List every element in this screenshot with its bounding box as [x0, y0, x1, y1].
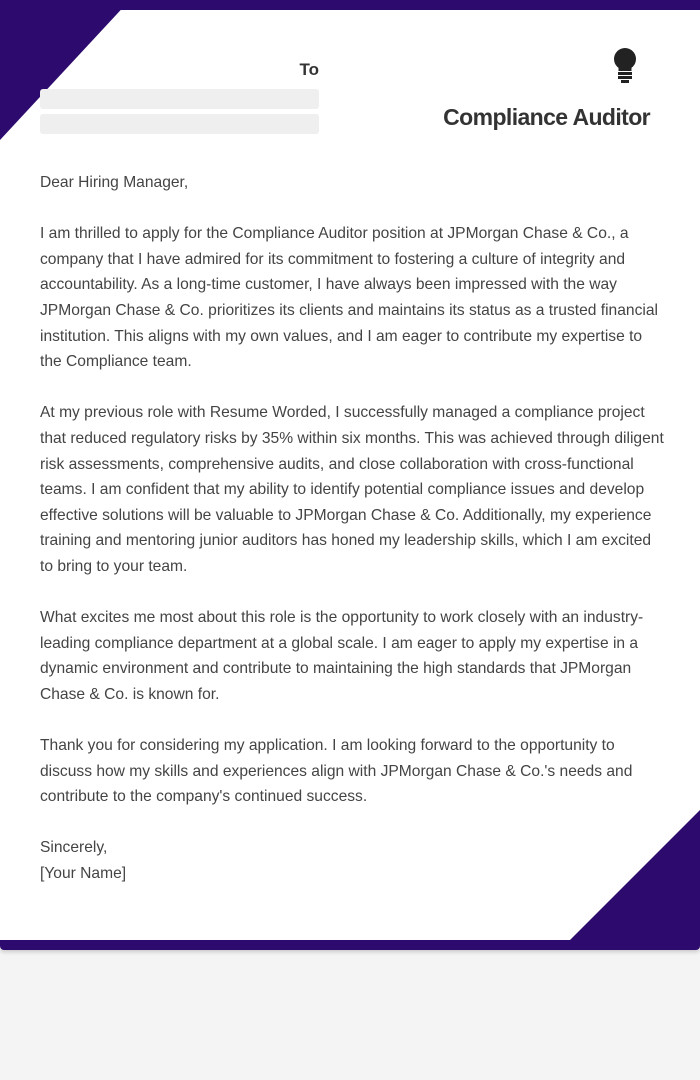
closing: Sincerely, — [40, 839, 108, 857]
job-title: Compliance Auditor — [443, 104, 650, 130]
paragraph-1: I am thrilled to apply for the Compliance Auditor position at JPMorgan Chase & Co., a company that I have admired for its commitment to fostering a culture of integrity and accountability. As a long-time customer, I have always been impressed with the way JPMorgan Chase & Co. prioritizes its clients and maintains its status as a trusted financial institution. This aligns with my own values, and I am eager to contribute my expertise to the Compliance team. — [40, 225, 658, 371]
recipient-label: To — [299, 60, 319, 79]
letter-body — [40, 170, 664, 887]
signature: [Your Name] — [40, 865, 127, 883]
paragraph-4: Thank you for considering my application. I am looking forward to the opportunity to discuss how my skills and experiences align with JPMorgan Chase & Co.'s needs and contribute to the company's continued success. — [40, 737, 633, 806]
bottom-accent-bar — [0, 940, 700, 950]
lightbulb-icon — [610, 48, 640, 84]
recipient-placeholder-line-2 — [40, 114, 319, 134]
paragraph-2: At my previous role with Resume Worded, I successfully managed a compliance project that reduced regulatory risks by 35% within six months. This was achieved through diligent risk assessments, comprehensive audits, and close collaboration with cross-functional teams. I am confident that my ability to identify potential compliance issues and develop effective solutions will be valuable to JPMorgan Chase & Co. Additionally, my experience training and mentoring junior auditors has honed my leadership skills, which I am excited to bring to your team. — [40, 404, 664, 575]
recipient-placeholder-line-1 — [40, 89, 319, 109]
paragraph-3: What excites me most about this role is the opportunity to work closely with an industry-leading compliance department at a global scale. I am eager to apply my expertise in a dynamic environment and contribute to maintaining the high standards that JPMorgan Chase & Co. is known for. — [40, 609, 644, 703]
greeting: Dear Hiring Manager, — [40, 174, 189, 191]
